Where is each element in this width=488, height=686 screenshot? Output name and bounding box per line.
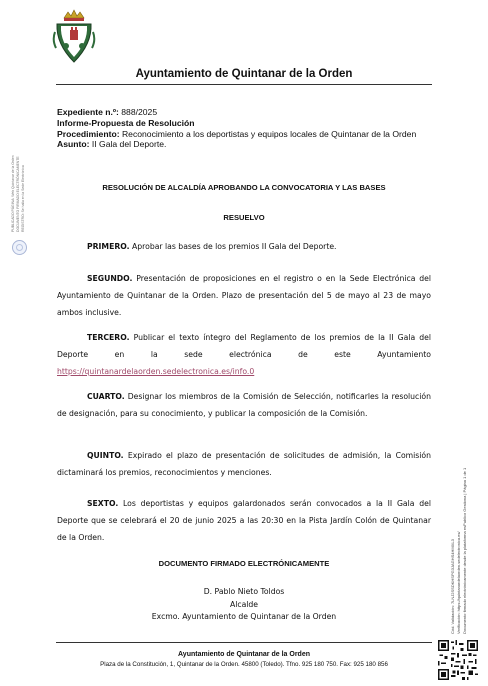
stamp-seal-icon [12, 240, 27, 255]
quinto-text: Expirado el plazo de presentación de solicitudes de admisión, la Comisión dictaminará los premios, reconocimientos y menciones. [57, 451, 431, 477]
resolution-heading: RESOLUCIÓN DE ALCALDÍA APROBANDO LA CONVOCATORIA Y LAS BASES [102, 183, 386, 192]
paragraph-quinto [57, 447, 431, 481]
verification-url: Verificación: https://quintanardelaorden.sedelectronica.es/ [456, 531, 461, 634]
tercero-label: TERCERO. [87, 333, 130, 342]
segundo-text: Presentación de proposiciones en el registro o en la Sede Electrónica del Ayuntamiento de Quintanar de la Orden. Plazo de presentación del 5 de mayo al 23 de mayo ambos inclusive. [57, 274, 431, 317]
primero-label: PRIMERO. [87, 242, 130, 251]
document-type: Informe-Propuesta de Resolución [57, 117, 195, 128]
procedimiento-label: Procedimiento: [57, 128, 120, 139]
footer-organization: Ayuntamiento de Quintanar de la Orden [178, 651, 310, 658]
paragraph-primero [57, 238, 431, 255]
signed-notice: DOCUMENTO FIRMADO ELECTRÓNICAMENTE [158, 559, 330, 568]
verification-code: Cód. Validación: 7LNJ2SSDKHSPG3JAGHS4HMXL3 [450, 539, 455, 634]
stamp-line-3: REGISTRO: Se halla en la Sede Electrónica [21, 165, 25, 232]
expediente-value: 888/2025 [121, 107, 158, 117]
signer-organization: Excmo. Ayuntamiento de Quintanar de la Orden [151, 612, 337, 621]
signer-name: D. Pablo Nieto Toldos [203, 587, 285, 596]
cuarto-label: CUARTO. [87, 392, 125, 401]
procedimiento-value: Reconocimiento a los deportistas y equipos locales de Quintanar de la Orden [121, 128, 417, 139]
stamp-line-1: PUBLICADO PÁGINA: Web Quintanar de la Orden [11, 155, 15, 232]
sexto-label: SEXTO. [87, 499, 119, 508]
segundo-label: SEGUNDO. [87, 274, 133, 283]
quinto-label: QUINTO. [87, 451, 124, 460]
signer-block [0, 586, 488, 624]
footer-divider [56, 642, 432, 643]
header-divider [56, 84, 432, 85]
page-title: Ayuntamiento de Quintanar de la Orden [135, 68, 353, 80]
asunto-value: II Gala del Deporte. [91, 139, 167, 150]
verification-strip [449, 420, 475, 636]
qr-code-icon[interactable] [438, 640, 478, 680]
paragraph-segundo [57, 270, 431, 321]
paragraph-cuarto [57, 388, 431, 422]
expediente-block [57, 107, 425, 150]
stamp-line-2: DOCUMENTO FIRMADO ELECTRÓNICAMENTE [16, 156, 20, 232]
paragraph-tercero [57, 329, 431, 380]
paragraph-sexto [57, 495, 431, 546]
expediente-label: Expediente n.º: [57, 107, 119, 117]
municipal-crest-logo [52, 8, 96, 66]
footer-address: Plaza de la Constitución, 1, Quintanar de la Orden. 45800 (Toledo). Tfno. 925 180 750. Fax: 925 180 856 [100, 661, 388, 668]
resuelvo-heading: RESUELVO [223, 213, 265, 222]
cuarto-text: Designar los miembros de la Comisión de Selección, notificarles la resolución de designación, para su conocimiento, y publicar la composición de la Comisión. [57, 392, 431, 418]
tercero-text: Publicar el texto íntegro del Reglamento de los premios de la II Gala del Deporte en la sede electrónica de este Ayuntamiento [57, 333, 431, 359]
primero-text: Aprobar las bases de los premios II Gala del Deporte. [131, 242, 337, 251]
asunto-label: Asunto: [57, 139, 90, 150]
sexto-text: Los deportistas y equipos galardonados serán convocados a la II Gala del Deporte que se celebrará el 20 de junio 2025 a las 20:30 en la Pista Jardín Colón de Quintanar de la Orden. [57, 499, 431, 542]
verification-platform: Documento firmado electrónicamente desde la plataforma esPublico Gestiona | Página 1 de 1 [462, 467, 467, 634]
sede-electronica-link[interactable]: https://quintanardelaorden.sedelectronica.es/info.0 [57, 367, 255, 376]
signer-role: Alcalde [229, 599, 259, 609]
